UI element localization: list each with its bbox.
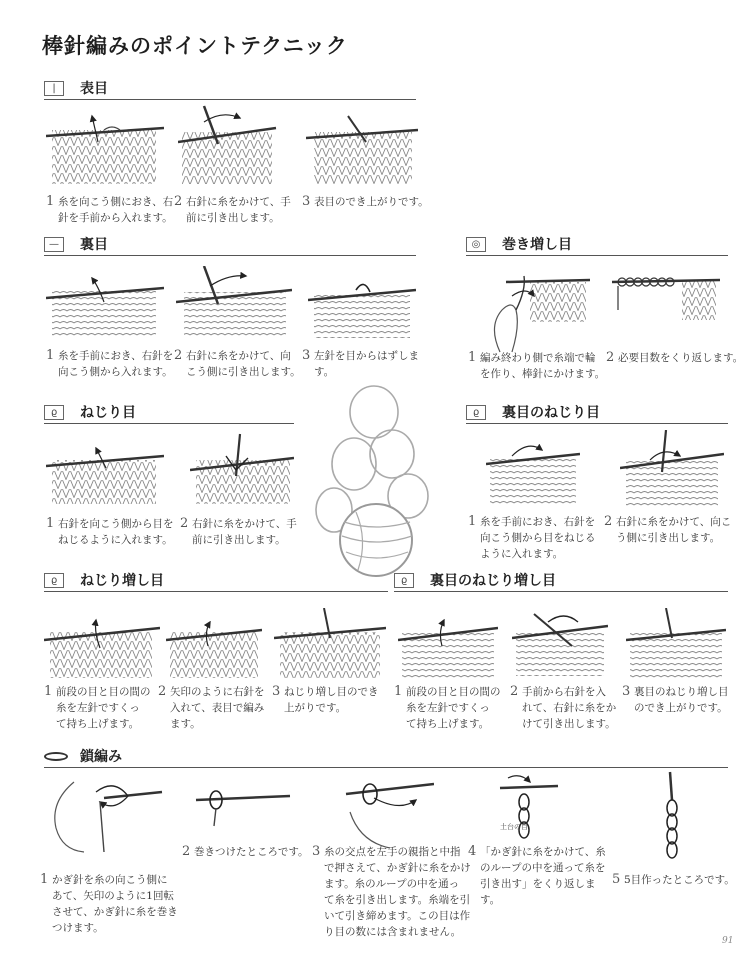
- section-title-twisted-knit: ねじり目: [80, 405, 136, 421]
- section-header-cast-on-loop: [466, 236, 728, 256]
- step-text: 巻きつけたところです。: [194, 846, 309, 858]
- twisted-purl-increase-step-1: [394, 684, 514, 732]
- step-number: 1: [46, 348, 55, 363]
- twisted-purl-increase-step-3: [622, 684, 742, 716]
- page-title: 棒針編みのポイントテクニック: [42, 33, 348, 58]
- step-text: 裏目のねじり増し目 のでき上がりです。: [634, 686, 729, 714]
- purl-symbol-icon: —: [44, 237, 64, 252]
- step-text: 左針を目からはずします。: [314, 350, 419, 378]
- foundation-stitch-label: 土台の目: [500, 823, 528, 831]
- step-text: 右針に糸をかけて、手 前に引き出します。: [186, 196, 291, 224]
- step-text: 右針に糸をかけて、向 こう側に引き出します。: [186, 350, 301, 378]
- section-title-knit: 表目: [80, 81, 108, 97]
- section-header-twisted-purl: [466, 404, 728, 424]
- step-number: 2: [174, 194, 183, 209]
- step-text: 糸を手前におき、右針を 向こう側から入れます。: [58, 350, 174, 378]
- section-title-cast-on-loop: 巻き増し目: [502, 237, 572, 253]
- step-number: 3: [302, 194, 311, 209]
- chain-step-2: [182, 844, 322, 860]
- step-text: 右針に糸をかけて、向こ う側に引き出します。: [616, 516, 732, 544]
- step-text: 必要目数をくり返します。: [618, 352, 744, 364]
- cast-on-loop-illustration-1: [486, 266, 590, 356]
- step-text: かぎ針を糸の向こう側に あて、矢印のように1回転 させて、かぎ針に糸を巻き つけます。: [52, 874, 178, 934]
- purl-step-2: [174, 348, 304, 380]
- section-title-twisted-purl: 裏目のねじり目: [502, 405, 600, 421]
- section-title-twisted-purl-increase: 裏目のねじり増し目: [430, 573, 556, 589]
- twisted-purl-increase-symbol-icon: ϱ: [394, 573, 414, 588]
- section-title-chain: 鎖編み: [80, 749, 122, 765]
- knit-illustration-2: [178, 104, 278, 188]
- step-number: 3: [312, 844, 321, 859]
- twisted-purl-increase-illustration-3: [626, 608, 726, 680]
- twisted-purl-increase-step-2: [510, 684, 630, 732]
- twisted-increase-step-3: [272, 684, 392, 716]
- step-text: 矢印のように右針を 入れて、表目で編み ます。: [170, 686, 265, 730]
- section-header-twisted-purl-increase: [394, 572, 728, 592]
- step-number: 1: [44, 684, 53, 699]
- twisted-purl-step-1: [468, 514, 608, 562]
- step-number: 2: [510, 684, 519, 699]
- knit-step-2: [174, 194, 304, 226]
- twisted-purl-increase-illustration-2: [512, 608, 608, 678]
- twisted-increase-symbol-icon: ϱ: [44, 573, 64, 588]
- purl-illustration-3: [308, 276, 416, 342]
- twisted-purl-illustration-2: [620, 430, 724, 508]
- step-number: 2: [604, 514, 613, 529]
- section-header-knit: [44, 80, 416, 100]
- step-text: 糸を向こう側におき、右 針を手前から入れます。: [58, 196, 174, 224]
- knit-illustration-1: [46, 110, 164, 188]
- step-number: 3: [272, 684, 281, 699]
- step-text: 糸の交点を左手の親指と中指 で押さえて、かぎ針に糸をかけ ます。糸のループの中を通っ て糸を引き出します。糸端を引 いて引き締めます。この目は作 り目の数には含まれません。: [324, 846, 471, 938]
- chain-step-1: [40, 872, 190, 936]
- step-text: ねじり増し目のでき 上がりです。: [284, 686, 379, 714]
- chain-illustration-5: [640, 770, 696, 862]
- step-number: 3: [302, 348, 311, 363]
- section-header-twisted-knit: [44, 404, 294, 424]
- step-number: 2: [158, 684, 167, 699]
- purl-illustration-1: [46, 272, 164, 342]
- cactus-yarn-decoration-icon: [308, 372, 438, 582]
- twisted-knit-illustration-1: [46, 444, 164, 506]
- twisted-purl-symbol-icon: ϱ: [466, 405, 486, 420]
- twisted-purl-increase-illustration-1: [398, 614, 498, 680]
- step-number: 2: [182, 844, 191, 859]
- step-number: 4: [468, 844, 477, 859]
- cast-on-loop-step-1: [468, 350, 608, 382]
- step-number: 1: [46, 516, 55, 531]
- twisted-increase-illustration-1: [44, 614, 160, 680]
- chain-illustration-2: [190, 780, 292, 828]
- step-text: 「かぎ針に糸をかけて、糸 のループの中を通って糸を 引き出す」をくり返します。: [480, 846, 606, 906]
- twisted-increase-illustration-3: [274, 608, 386, 680]
- twisted-purl-step-2: [604, 514, 744, 546]
- section-header-purl: [44, 236, 416, 256]
- step-number: 2: [180, 516, 189, 531]
- step-number: 1: [394, 684, 403, 699]
- section-header-chain: [44, 748, 728, 768]
- purl-illustration-2: [176, 266, 292, 342]
- twisted-increase-illustration-2: [166, 614, 262, 680]
- twisted-purl-illustration-1: [486, 434, 580, 508]
- chain-illustration-3: [330, 772, 434, 852]
- chain-illustration-4: [490, 772, 560, 848]
- chain-symbol-icon: [44, 752, 68, 761]
- step-number: 1: [40, 872, 49, 887]
- twisted-knit-step-2: [180, 516, 310, 548]
- step-number: 2: [606, 350, 615, 365]
- twisted-knit-step-1: [46, 516, 189, 548]
- step-text: 右針を向こう側から目を ねじるように入れます。: [58, 518, 174, 546]
- twisted-knit-symbol-icon: ϱ: [44, 405, 64, 420]
- step-text: 手前から右針を入 れて、右針に糸をか けて引き出します。: [522, 686, 617, 730]
- cast-on-loop-symbol-icon: ◎: [466, 237, 486, 252]
- chain-step-5: [612, 872, 742, 888]
- step-number: 2: [174, 348, 183, 363]
- knit-symbol-icon: |: [44, 81, 64, 96]
- step-text: 編み終わり側で糸端で輪 を作り、棒針にかけます。: [480, 352, 606, 380]
- chain-step-4: [468, 844, 608, 908]
- section-title-twisted-increase: ねじり増し目: [80, 573, 164, 589]
- twisted-knit-illustration-2: [190, 430, 294, 506]
- step-number: 1: [468, 514, 477, 529]
- step-number: 5: [612, 872, 621, 887]
- twisted-increase-step-2: [158, 684, 281, 732]
- step-number: 1: [46, 194, 55, 209]
- step-text: 前段の目と目の間の 糸を左針ですくっ て持ち上げます。: [56, 686, 151, 730]
- step-text: 5目作ったところです。: [624, 874, 735, 886]
- page-number: 91: [722, 936, 734, 946]
- twisted-increase-step-1: [44, 684, 167, 732]
- section-title-purl: 裏目: [80, 237, 108, 253]
- knit-step-1: [46, 194, 176, 226]
- chain-step-3: [312, 844, 480, 940]
- section-header-twisted-increase: [44, 572, 388, 592]
- knit-illustration-3: [306, 112, 418, 188]
- purl-step-1: [46, 348, 176, 380]
- step-number: 1: [468, 350, 477, 365]
- chain-illustration-1: [44, 772, 164, 854]
- cast-on-loop-illustration-2: [608, 270, 720, 324]
- step-text: 糸を手前におき、右針を 向こう側から目をねじる ように入れます。: [480, 516, 596, 560]
- step-number: 3: [622, 684, 631, 699]
- step-text: 右針に糸をかけて、手 前に引き出します。: [192, 518, 297, 546]
- step-text: 前段の目と目の間の 糸を左針ですくっ て持ち上げます。: [406, 686, 501, 730]
- cast-on-loop-step-2: [606, 350, 746, 366]
- step-text: 表目のでき上がりです。: [314, 196, 429, 208]
- knit-step-3: [302, 194, 432, 210]
